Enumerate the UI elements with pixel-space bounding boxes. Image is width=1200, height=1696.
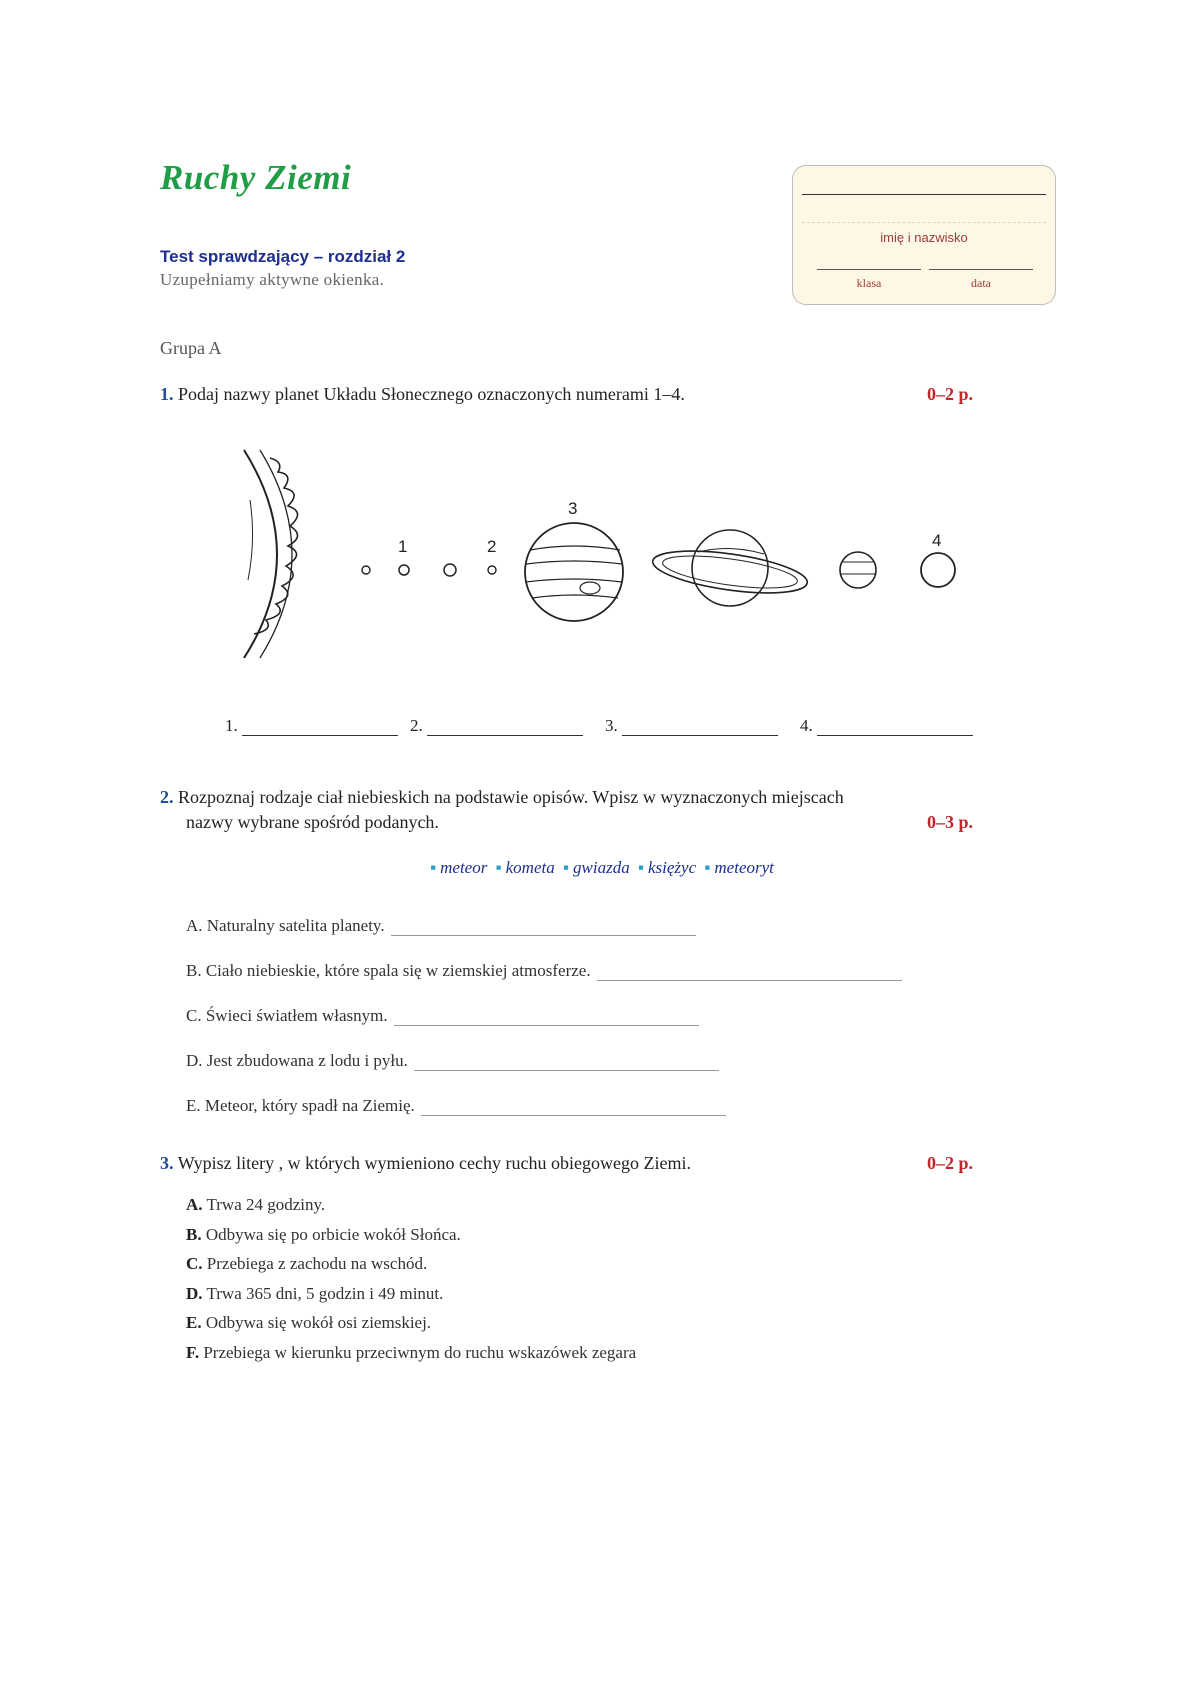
q1-answer-1 [225,716,398,736]
q1-text: Podaj nazwy planet Układu Słonecznego oznaczonych numerami 1–4. [178,384,685,404]
bullet-icon: ▪ [637,858,644,877]
q2-text-line2: nazwy wybrane spośród podanych. [186,812,439,832]
q3-option-f-text: Przebiega w kierunku przeciwnym do ruchu wskazówek zegara [203,1343,637,1362]
q2-item-e-text: E. Meteor, który spadł na Ziemię. [186,1096,415,1115]
bullet-icon: ▪ [430,858,437,877]
page-title: Ruchy Ziemi [160,158,352,197]
planet-3-jupiter [525,523,623,621]
q2-item-e-input[interactable] [421,1103,726,1116]
q2-item-a-input[interactable] [391,923,696,936]
date-input-line[interactable] [929,269,1033,270]
q2-item-b-input[interactable] [597,968,902,981]
answer-4-input[interactable] [817,721,973,736]
answer-4-label: 4. [800,716,813,735]
date-label: data [971,276,991,290]
q2-prompt [160,787,844,808]
q2-item-a-text: A. Naturalny satelita planety. [186,916,385,935]
q3-option-a-text: Trwa 24 godziny. [206,1195,326,1214]
class-input-line[interactable] [817,269,921,270]
q1-points: 0–2 p. [927,384,974,404]
label-2: 2 [487,537,497,556]
word-3: gwiazda [573,858,630,877]
q3-option-e-letter: E. [186,1313,202,1332]
planet-earth [444,564,456,576]
q3-option-e [186,1313,431,1333]
q3-option-f [186,1343,636,1363]
name-separator [802,222,1046,223]
q3-option-c-letter: C. [186,1254,203,1273]
q3-option-d-letter: D. [186,1284,203,1303]
q2-item-c [186,1006,699,1026]
q3-prompt [160,1153,691,1174]
q2-points: 0–3 p. [927,812,974,832]
q3-points: 0–2 p. [927,1153,974,1173]
planet-saturn [650,530,809,606]
bullet-icon: ▪ [562,858,570,877]
word-5: meteoryt [714,858,774,877]
q3-option-d [186,1284,443,1304]
sun-icon [244,450,298,658]
answer-2-label: 2. [410,716,423,735]
q3-option-b [186,1225,461,1245]
q3-text: Wypisz litery , w których wymieniono cechy ruchu obiegowego Ziemi. [177,1153,691,1173]
planet-4 [921,553,955,587]
q3-option-e-text: Odbywa się wokół osi ziemskiej. [205,1313,432,1332]
answer-1-label: 1. [225,716,238,735]
class-label: klasa [856,276,882,290]
q3-option-b-letter: B. [186,1225,202,1244]
label-4: 4 [932,531,942,550]
instruction-text: Uzupełniamy aktywne okienka. [160,270,385,289]
label-3: 3 [568,499,578,518]
q1-prompt [160,384,685,405]
answer-3-label: 3. [605,716,618,735]
label-1: 1 [398,537,408,556]
asteroid-1 [362,566,370,574]
q3-option-d-text: Trwa 365 dni, 5 godzin i 49 minut. [206,1284,444,1303]
answer-1-input[interactable] [242,721,398,736]
q2-item-a [186,916,696,936]
answer-2-input[interactable] [427,721,583,736]
q3-option-b-text: Odbywa się po orbicie wokół Słońca. [205,1225,461,1244]
test-subtitle: Test sprawdzający – rozdział 2 [160,247,406,266]
word-2: kometa [505,858,555,877]
student-info-box [792,165,1056,305]
answer-3-input[interactable] [622,721,778,736]
q2-item-d-input[interactable] [414,1058,719,1071]
q2-item-c-text: C. Świeci światłem własnym. [186,1006,388,1025]
planet-2 [488,566,496,574]
q2-item-e [186,1096,726,1116]
q3-number: 3. [160,1153,174,1173]
q3-option-a [186,1195,325,1215]
q1-answer-4 [800,716,973,736]
planet-1 [399,565,409,575]
word-bank [0,858,1200,878]
planet-uranus [840,552,876,588]
word-4: księżyc [647,858,697,877]
bullet-icon: ▪ [704,858,711,877]
q3-option-a-letter: A. [186,1195,203,1214]
q3-option-c [186,1254,427,1274]
q2-number: 2. [160,787,174,807]
q2-item-c-input[interactable] [394,1013,699,1026]
word-1: meteor [440,858,488,877]
bullet-icon: ▪ [495,858,502,877]
q2-item-b [186,961,902,981]
name-input-line[interactable] [802,194,1046,195]
q3-option-f-letter: F. [186,1343,200,1362]
q2-text-line1: Rozpoznaj rodzaje ciał niebieskich na podstawie opisów. Wpisz w wyznaczonych miejscach [178,787,844,807]
q3-option-c-text: Przebiega z zachodu na wschód. [206,1254,428,1273]
q2-item-d [186,1051,719,1071]
solar-system-diagram [230,440,990,670]
q2-item-d-text: D. Jest zbudowana z lodu i pyłu. [186,1051,408,1070]
q1-answer-2 [410,716,583,736]
q2-item-b-text: B. Ciało niebieskie, które spala się w ziemskiej atmosferze. [186,961,591,980]
name-label: imię i nazwisko [880,230,968,245]
q1-number: 1. [160,384,174,404]
group-label: Grupa A [160,338,222,358]
q1-answer-3 [605,716,778,736]
